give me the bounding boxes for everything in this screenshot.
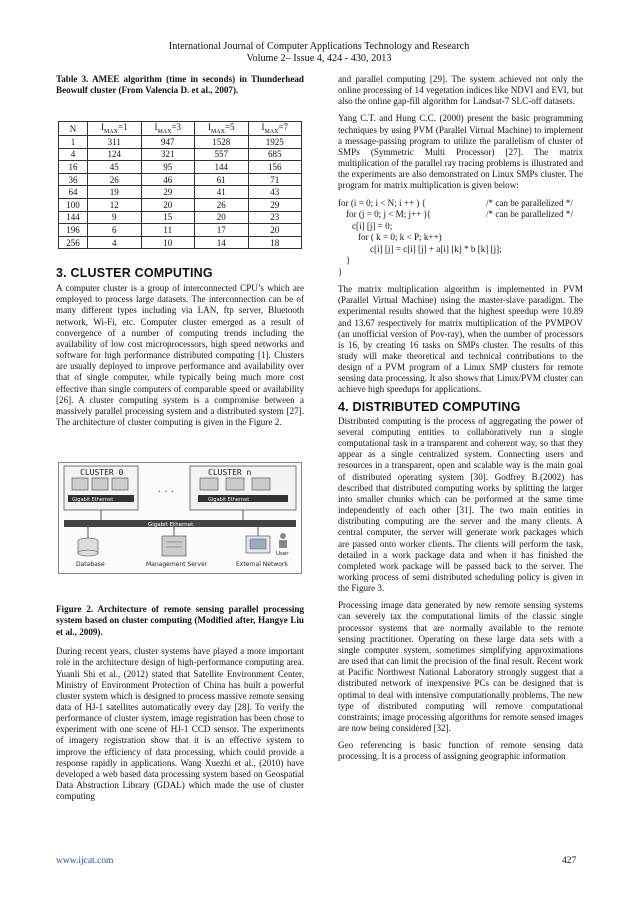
cluster-n-servers-icon xyxy=(200,478,270,490)
left-column-bottom xyxy=(56,604,304,808)
database-icon xyxy=(78,538,98,556)
table-cell: 100 xyxy=(59,198,88,211)
right-paragraph-1: and parallel computing [29]. The system achieved not only the online processing of 14 vegetation indices like NDVI and EVI, but also the online gap-fill algorithm for Landsat-7 SLC-off datasets. xyxy=(338,74,583,107)
table-cell: 46 xyxy=(141,173,195,186)
section-4-paragraph-1: Distributed computing is the process of aggregating the power of several computing entities to collaboratively run a single computational task in a transparent and coherent way, so that they appear as a single centralized system. Connecting users and resources in a transparent, open and scalable way is the main goal of distributed operating system [30]. Godfrey B.(2002) has described that distributed computing works by splitting the larger into smaller chunks which can be performed at the same time independently of each other [31]. The two main entities in distributing computing are the server and the many clients. A central computer, the server will generate work packages which are passed onto worker clients. The clients will perform the task, detailed in a work package data and when it has finished the completed work package will be passed back to the server. The working process of semi distributed scheduling policy is given in the Figure 3. xyxy=(338,415,583,594)
cluster-0-servers-icon xyxy=(72,478,128,490)
section-3-paragraph-2: During recent years, cluster systems have played a more important role in the architecture design of high-performance computing area. Yuanli Shi et al., (2012) stated that Satellite Environment Center, Ministry of Environment Protection of China has built a powerful cluster system which is designed to process massive remote sensing data of HJ-1 satellites automatically every day [28]. To verify the performance of cluster system, image registration has been chose to experiment with one scene of HJ-1 CCD sensor. The experiments of imagery registration show that it is an effective system to improve the efficiency of data processing, which could provide a response rapidly in applications. Wang Xuezhi et al., (2010) have developed a web based data processing system based on Geospatial Data Abstraction Library (GDAL) which made the use of cluster computing xyxy=(56,646,304,802)
table-row xyxy=(59,236,302,249)
table-caption: Table 3. AMEE algorithm (time in seconds) in Thunderhead Beowulf cluster (From Valencia D. et al., 2007). xyxy=(56,74,304,96)
table-cell: 16 xyxy=(59,161,88,174)
table-row xyxy=(59,148,302,161)
management-server-icon xyxy=(162,536,186,556)
figure-2-caption: Figure 2. Architecture of remote sensing parallel processing system based on cluster computing (Modified after, Hangye Liu et al., 2009). xyxy=(56,604,304,637)
table-cell: 19 xyxy=(88,186,142,199)
table-cell: 45 xyxy=(88,161,142,174)
table-cell: 43 xyxy=(248,186,302,199)
code-line-6: } xyxy=(346,255,351,266)
table-cell: 311 xyxy=(88,136,142,149)
table-cell: 23 xyxy=(248,211,302,224)
cluster-n-label: CLUSTER n xyxy=(208,468,252,477)
code-line-3: c[i] [j] = 0; xyxy=(352,220,393,231)
figure-2 xyxy=(58,462,302,574)
table-cell: 1925 xyxy=(248,136,302,149)
table-row xyxy=(59,186,302,199)
svg-text:Gigabit Ethernet: Gigabit Ethernet xyxy=(148,522,194,528)
code-line-2: for (j = 0; j < M; j++ ){ /* can be parallelized */ xyxy=(346,209,573,220)
header-imax5: $I_{MAX}=5$ xyxy=(195,122,249,136)
section-4-title: 4. DISTRIBUTED COMPUTING xyxy=(338,399,521,414)
header-imax1: $I_{MAX}=1$ xyxy=(88,122,142,136)
table-cell: 6 xyxy=(88,224,142,237)
cluster-0-label: CLUSTER 0 xyxy=(80,468,124,477)
table-row xyxy=(59,198,302,211)
table-cell: 196 xyxy=(59,224,88,237)
matrix-code-block xyxy=(338,198,583,279)
table-cell: 256 xyxy=(59,236,88,249)
right-column xyxy=(338,74,583,768)
table-row xyxy=(59,136,302,149)
table-row xyxy=(59,211,302,224)
table-cell: 557 xyxy=(195,148,249,161)
journal-title: International Journal of Computer Applications Technology and Research xyxy=(168,41,470,52)
svg-text:Gigabit Ethernet: Gigabit Ethernet xyxy=(208,497,250,503)
external-network-label: External Network xyxy=(236,561,288,568)
table-row xyxy=(59,173,302,186)
section-4-paragraph-3: Geo referencing is basic function of remote sensing data processing. It is a process of assigning geographic information xyxy=(338,740,583,762)
table-cell: 144 xyxy=(195,161,249,174)
table-cell: 26 xyxy=(195,198,249,211)
table-cell: 4 xyxy=(59,148,88,161)
table-cell: 144 xyxy=(59,211,88,224)
table-cell: 26 xyxy=(88,173,142,186)
table-cell: 124 xyxy=(88,148,142,161)
table-row xyxy=(59,224,302,237)
table-cell: 20 xyxy=(195,211,249,224)
section-3 xyxy=(56,268,304,434)
table-cell: 10 xyxy=(141,236,195,249)
right-paragraph-3: The matrix multiplication algorithm is implemented in PVM (Parallel Virtual Machine) using the master-slave paradigm. The experimental results showed that the highest speedup were 10.89 and 13.67 respectively for matrix multiplication of the PVMPOV (an unofficial version of Pov-ray), when the number of processors is 16, by creating 16 tasks on SMPs cluster. The results of this study will make theoretical and technical contributions to the design of a PVM program of a Linux SMP clusters for remote sensing data processing. It also shows that Linux/PVM cluster can achieve high speedups for applications. xyxy=(338,284,583,395)
volume-info: Volume 2– Issue 4, 424 - 430, 2013 xyxy=(246,53,392,64)
table-cell: 71 xyxy=(248,173,302,186)
database-label: Database xyxy=(76,561,105,568)
svg-text:. . .: . . . xyxy=(158,484,174,495)
code-line-1: for (i = 0; i < N; i ++ ) { /* can be parallelized */ xyxy=(338,197,573,208)
section-4-paragraph-2: Processing image data generated by new remote sensing systems can severely tax the computational limits of the classic single processor systems that are normally available to the remote sensing practitioner. Operating on these large data sets with a single computer system, sometimes simplifying approximations are used that can limit the precision of the final result. Recent work at Pacific Northwest National Laboratory strongly suggest that a distributed network of inexpensive PCs can be designed that is optimal to deal with intensive computationally problems. The new type of distributed computing will remove computational constraints; image processing algorithms for remote sensed images are now being considered [32]. xyxy=(338,600,583,733)
table-cell: 156 xyxy=(248,161,302,174)
header-imax7: $I_{MAX}=7$ xyxy=(248,122,302,136)
table-header-row xyxy=(59,122,302,136)
table-cell: 321 xyxy=(141,148,195,161)
left-column xyxy=(56,74,304,97)
table-body xyxy=(59,136,302,249)
table-cell: 12 xyxy=(88,198,142,211)
table-cell: 11 xyxy=(141,224,195,237)
table-cell: 1 xyxy=(59,136,88,149)
table-cell: 9 xyxy=(88,211,142,224)
table-cell: 4 xyxy=(88,236,142,249)
table-cell: 29 xyxy=(248,198,302,211)
table-cell: 17 xyxy=(195,224,249,237)
section-3-title: 3. CLUSTER COMPUTING xyxy=(56,266,213,280)
external-network-icon xyxy=(246,536,270,553)
table-cell: 20 xyxy=(141,198,195,211)
table-cell: 95 xyxy=(141,161,195,174)
code-line-7: } xyxy=(338,266,343,277)
header-n: N xyxy=(59,122,88,136)
table-cell: 685 xyxy=(248,148,302,161)
page-number: 427 xyxy=(562,856,577,866)
code-line-5: c[i] [j] = c[i] [j] + a[i] [k] * b [k] [j]; xyxy=(370,243,502,254)
footer-site-link[interactable]: www.ijcat.com xyxy=(56,856,114,866)
amee-table xyxy=(58,121,302,249)
table-cell: 64 xyxy=(59,186,88,199)
table-cell: 18 xyxy=(248,236,302,249)
table-cell: 20 xyxy=(248,224,302,237)
table-cell: 1528 xyxy=(195,136,249,149)
table-cell: 15 xyxy=(141,211,195,224)
table-cell: 14 xyxy=(195,236,249,249)
management-server-label: Management Server xyxy=(146,561,208,568)
right-paragraph-2: Yang C.T. and Hung C.C. (2000) present the basic programming techniques by using PVM (Parallel Virtual Machine) to implement a message-passing program to utilize the parallelism of cluster of SMPs (Symmetric Multi Processor) [27]. The matrix multiplication of the parallel ray tracing problems is illustrated and the experiments are also demonstrated on Linux SMPs cluster. The program for matrix multiplication is given below: xyxy=(338,113,583,191)
table-cell: 947 xyxy=(141,136,195,149)
table-cell: 41 xyxy=(195,186,249,199)
header-imax3: $I_{MAX}=3$ xyxy=(141,122,195,136)
code-line-4: for ( k = 0; k < P; k++) xyxy=(358,232,442,243)
svg-text:User: User xyxy=(276,551,289,557)
svg-text:Gigabit Ethernet: Gigabit Ethernet xyxy=(72,497,114,503)
table-cell: 36 xyxy=(59,173,88,186)
table-cell: 61 xyxy=(195,173,249,186)
table-cell: 29 xyxy=(141,186,195,199)
user-icon xyxy=(279,533,287,548)
table-row xyxy=(59,161,302,174)
cluster-architecture-diagram xyxy=(58,462,302,574)
section-3-paragraph-1: A computer cluster is a group of interconnected CPU’s which are employed to process large datasets. The interconnection can be of many different types including via LAN, ftp server, Bluetooth network, Wi-Fi, etc. Computer cluster emerged as a result of convergence of a number of computing trends including the availability of low cost microprocessors, high speed networks and software for high performance distributed computing [1]. Clusters are usually deployed to improve performance and availability over that of single computer, while typically being much more cost effective than single computers of comparable speed or availability [26]. A cluster computing system is a compromise between a massively parallel processing system and a distributed system [27]. The architecture of cluster computing is given in the Figure 2. xyxy=(56,283,304,428)
